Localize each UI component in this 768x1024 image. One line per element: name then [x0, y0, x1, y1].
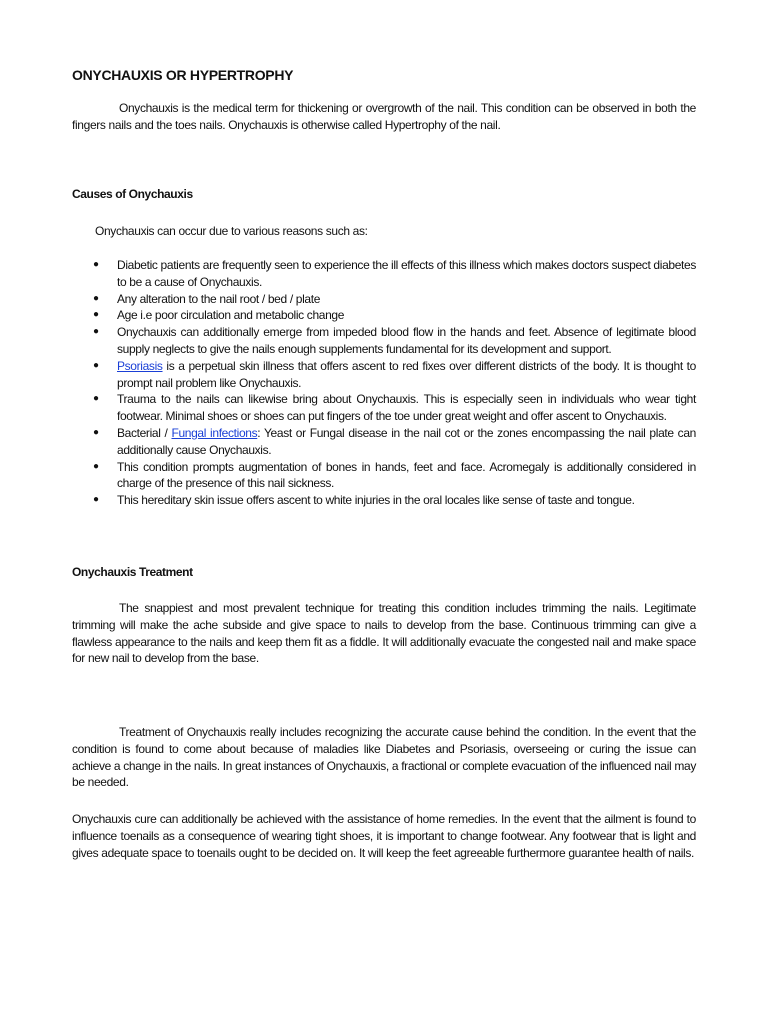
list-item	[72, 324, 696, 358]
bullet-icon: ●	[93, 426, 99, 438]
bullet-icon: ●	[93, 494, 99, 506]
bullet-icon: ●	[93, 326, 99, 338]
list-item	[72, 257, 696, 291]
list-item-text: is a perpetual skin illness that offers ascent to red fixes over different districts of the body. It is thought to prompt nail problem like Onychauxis.	[117, 358, 696, 390]
treatment-paragraph-3: Onychauxis cure can additionally be achieved with the assistance of home remedies. In the event that the ailment is found to influence toenails as a consequence of wearing tight shoes, it is important to change footwear. Any footwear that is light and gives adequate space to toenails ought to be decided on. It will keep the feet agreeable furthermore guarantee health of nails.	[72, 812, 696, 860]
intro-paragraph: Onychauxis is the medical term for thickening or overgrowth of the nail. This condition can be observed in both the fingers nails and the toes nails. Onychauxis is otherwise called Hypertrophy of the nail.	[72, 101, 696, 132]
list-item	[72, 459, 696, 493]
treatment-heading: Onychauxis Treatment	[72, 565, 193, 579]
bullet-icon: ●	[93, 259, 99, 270]
bullet-icon: ●	[93, 309, 99, 321]
list-item	[72, 307, 696, 324]
causes-list	[72, 257, 696, 509]
list-item-text: This hereditary skin issue offers ascent to white injuries in the oral locales like sense of taste and tongue.	[117, 493, 635, 508]
list-item-text: : Yeast or Fungal disease in the nail cot or the zones encompassing the nail plate can additionally cause Onychauxis.	[117, 425, 696, 457]
bullet-icon: ●	[93, 460, 99, 472]
treatment-paragraph-2: Treatment of Onychauxis really includes recognizing the accurate cause behind the condition. In the event that the condition is found to come about because of maladies like Diabetes and Psoriasis, overseeing or curing the issue can achieve a change in the nails. In great instances of Onychauxis, a fractional or complete evacuation of the influenced nail may be needed.	[72, 725, 696, 790]
list-item-text: Trauma to the nails can likewise bring about Onychauxis. This is especially seen in individuals who wear tight footwear. Minimal shoes or shoes can put fingers of the toe under great weight and offer ascent to Onychauxis.	[117, 392, 696, 424]
list-item-text: Diabetic patients are frequently seen to experience the ill effects of this illness which makes doctors suspect diabetes to be a cause of Onychauxis.	[117, 258, 696, 289]
psoriasis-link[interactable]: Psoriasis	[117, 358, 163, 373]
list-item	[72, 358, 696, 392]
causes-intro: Onychauxis can occur due to various reasons such as:	[95, 224, 368, 238]
list-item	[72, 425, 696, 459]
list-item-text: Onychauxis can additionally emerge from impeded blood flow in the hands and feet. Absence of legitimate blood supply neglects to give the nails enough supplements fundamental for its development and support.	[117, 325, 696, 356]
treatment-paragraph-1: The snappiest and most prevalent technique for treating this condition includes trimming the nails. Legitimate trimming will make the ache subside and give space to nails to develop from the base. Continuous trimming can give a flawless appearance to the nails and keep them fit as a fiddle. It will additionally evacuate the congested nail and make space for new nail to develop from the base.	[72, 601, 696, 666]
list-item	[72, 291, 696, 308]
causes-heading: Causes of Onychauxis	[72, 187, 193, 201]
list-item-prefix: Bacterial /	[117, 425, 172, 440]
bullet-icon: ●	[93, 393, 99, 405]
list-item	[72, 391, 696, 425]
bullet-icon: ●	[93, 292, 99, 304]
list-item-text: Age i.e poor circulation and metabolic change	[117, 308, 345, 323]
document-title: ONYCHAUXIS OR HYPERTROPHY	[72, 67, 294, 83]
list-item-text: This condition prompts augmentation of bones in hands, feet and face. Acromegaly is additionally considered in charge of the presence of this nail sickness.	[117, 459, 696, 491]
list-item	[72, 492, 696, 509]
fungal-infections-link[interactable]: Fungal infections	[171, 425, 258, 440]
list-item-text: Any alteration to the nail root / bed / plate	[117, 291, 321, 306]
bullet-icon: ●	[93, 359, 99, 371]
